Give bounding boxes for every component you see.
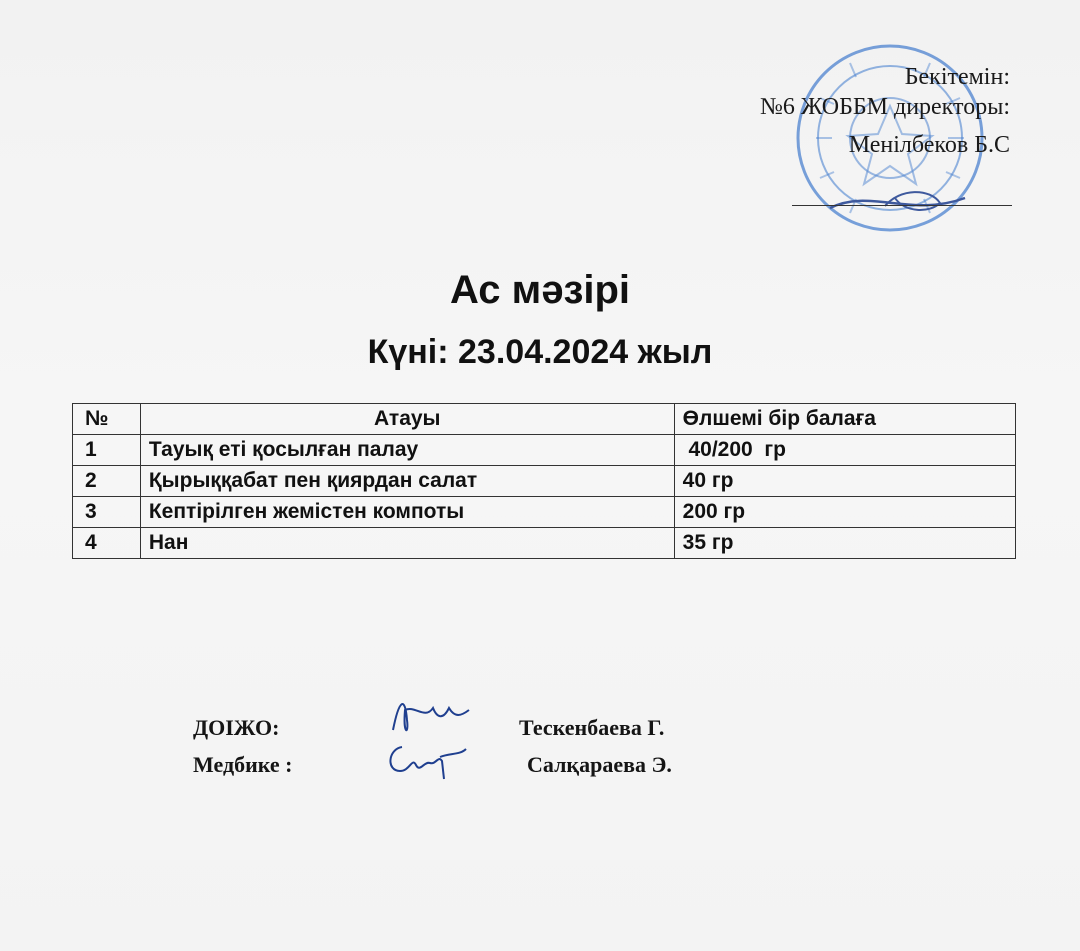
signature-role: Медбике : <box>193 752 293 777</box>
approval-position: №6 ЖОББМ директоры: <box>759 94 1010 120</box>
row-dish-name: Қырыққабат пен қиярдан салат <box>140 466 674 497</box>
row-quantity: 35 гр <box>674 528 1015 559</box>
signature-name: Тескенбаева Г. <box>519 715 665 740</box>
header-name: Атауы <box>140 404 674 435</box>
row-quantity: 200 гр <box>674 497 1015 528</box>
row-number: 1 <box>73 435 141 466</box>
approval-director-name: Менілбеков Б.С <box>848 132 1010 158</box>
table-row <box>73 528 1016 559</box>
approval-block <box>760 62 1010 160</box>
signature-name: Салқараева Э. <box>527 752 672 777</box>
signature-role: ДОІЖО: <box>193 715 280 740</box>
row-dish-name: Нан <box>140 528 674 559</box>
handwritten-signature <box>385 690 475 740</box>
row-quantity: 40 гр <box>674 466 1015 497</box>
approval-signature-line <box>792 205 1012 206</box>
handwritten-signature <box>380 735 470 785</box>
table-row <box>73 435 1016 466</box>
table-row <box>73 466 1016 497</box>
header-number: № <box>73 404 141 435</box>
table-header-row <box>73 404 1016 435</box>
row-dish-name: Тауық еті қосылған палау <box>140 435 674 466</box>
header-quantity: Өлшемі бір балаға <box>674 404 1015 435</box>
approval-heading: Бекітемін: <box>904 64 1010 90</box>
row-number: 3 <box>73 497 141 528</box>
date-line: Күні: 23.04.2024 жыл <box>367 333 713 371</box>
row-number: 4 <box>73 528 141 559</box>
table-row <box>73 497 1016 528</box>
row-quantity: 40/200 гр <box>674 435 1015 466</box>
row-dish-name: Кептірілген жемістен компоты <box>140 497 674 528</box>
signature-row-nurse <box>193 752 672 778</box>
row-number: 2 <box>73 466 141 497</box>
page-title: Ас мәзірі <box>449 268 631 312</box>
menu-table <box>72 403 1016 559</box>
signature-row-supply <box>193 715 665 741</box>
